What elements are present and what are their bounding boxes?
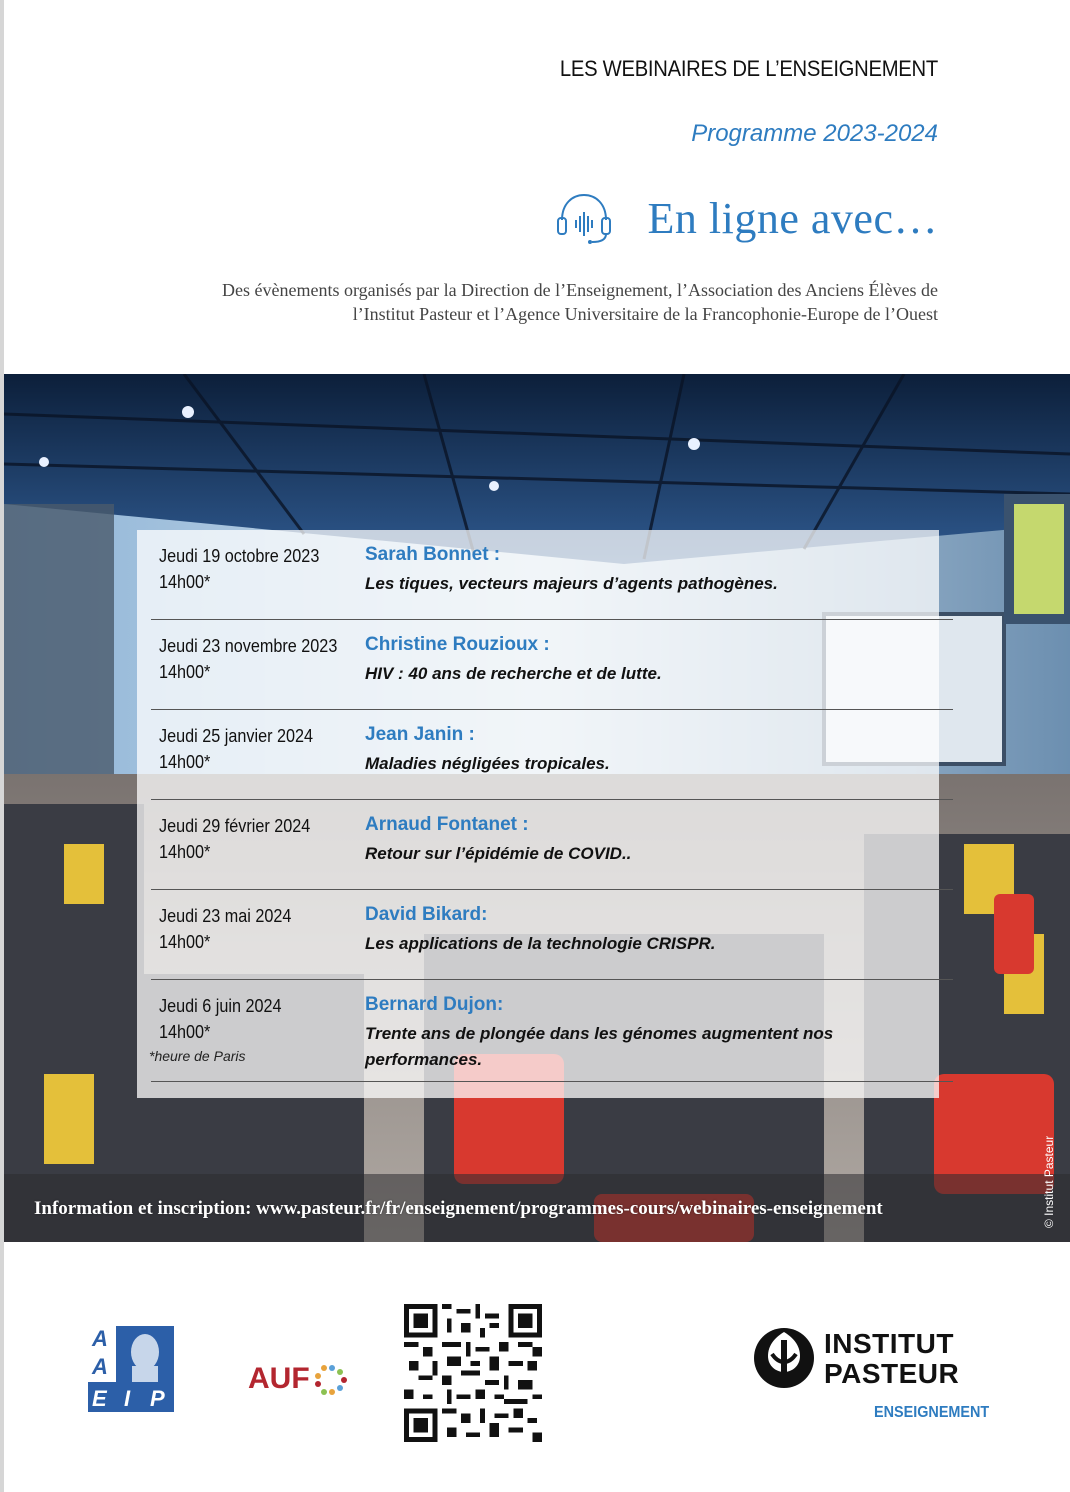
auf-text: AUF	[248, 1362, 310, 1395]
event-speaker: Bernard Dujon:	[365, 994, 504, 1015]
event-row	[137, 800, 953, 890]
qr-code[interactable]	[404, 1304, 542, 1442]
pasteur-emblem-icon	[752, 1326, 816, 1390]
event-date: Jeudi 29 février 2024	[159, 816, 311, 836]
organizers-text	[118, 278, 938, 326]
aaeip-letter: I	[124, 1386, 131, 1411]
event-speaker: David Bikard:	[365, 904, 488, 925]
event-topic: Maladies négligées tropicales.	[365, 754, 610, 773]
pasteur-name-line2: PASTEUR	[824, 1358, 960, 1389]
organizers-line-2: l’Institut Pasteur et l’Agence Universitaire de la Francophonie-Europe de l’Ouest	[352, 304, 938, 324]
event-row	[137, 620, 953, 710]
aaeip-letter: A	[92, 1354, 108, 1379]
event-speaker: Arnaud Fontanet :	[365, 814, 529, 835]
event-speaker: Christine Rouzioux :	[365, 634, 550, 655]
event-topic: HIV : 40 ans de recherche et de lutte.	[365, 664, 662, 683]
event-date: Jeudi 25 janvier 2024	[159, 726, 314, 746]
aaeip-letter: A	[92, 1326, 108, 1351]
photo-credit: © Institut Pasteur	[1042, 1135, 1056, 1228]
event-topic: Retour sur l’épidémie de COVID..	[365, 844, 632, 863]
timezone-note: *heure de Paris	[149, 1048, 246, 1064]
registration-info: Information et inscription: www.pasteur.fr/fr/enseignement/programmes-cours/webinaires-enseignement	[34, 1198, 883, 1219]
headline-block	[554, 190, 938, 246]
headset-icon	[554, 190, 614, 246]
pasteur-name-line1: INSTITUT	[824, 1328, 954, 1359]
event-row	[137, 530, 953, 620]
webinar-schedule	[137, 530, 939, 1098]
row-divider	[151, 1081, 953, 1082]
event-speaker: Sarah Bonnet :	[365, 544, 501, 565]
event-time: 14h00*	[159, 932, 211, 952]
event-time: 14h00*	[159, 752, 211, 772]
event-time: 14h00*	[159, 1022, 211, 1042]
headline: En ligne avec…	[647, 193, 938, 243]
event-row	[137, 710, 953, 800]
event-time: 14h00*	[159, 572, 211, 592]
programme-year: Programme 2023-2024	[691, 120, 938, 147]
institut-pasteur-logo	[752, 1326, 990, 1426]
partner-logos	[0, 1242, 1070, 1492]
aaeip-letter: P	[150, 1386, 165, 1411]
event-date: Jeudi 23 novembre 2023	[159, 636, 338, 656]
event-time: 14h00*	[159, 662, 211, 682]
event-row	[137, 980, 953, 1082]
organizers-line-1: Des évènements organisés par la Direction de l’Enseignement, l’Association des Anciens Élèves de	[222, 280, 938, 300]
auf-logo	[248, 1354, 354, 1410]
event-time: 14h00*	[159, 842, 211, 862]
event-date: Jeudi 23 mai 2024	[159, 906, 292, 926]
event-topic: Trente ans de plongée dans les génomes augmentent nos performances.	[365, 1024, 834, 1069]
event-date: Jeudi 6 juin 2024	[159, 996, 282, 1016]
event-topic: Les applications de la technologie CRISPR.	[365, 934, 716, 953]
event-date: Jeudi 19 octobre 2023	[159, 546, 320, 566]
aaeip-logo	[88, 1326, 174, 1412]
aaeip-letter: E	[92, 1386, 107, 1411]
pasteur-subtitle: ENSEIGNEMENT	[874, 1404, 990, 1421]
event-row	[137, 890, 953, 980]
series-title: LES WEBINAIRES DE L’ENSEIGNEMENT	[559, 56, 938, 81]
event-topic: Les tiques, vecteurs majeurs d’agents pathogènes.	[365, 574, 778, 593]
event-speaker: Jean Janin :	[365, 724, 475, 745]
